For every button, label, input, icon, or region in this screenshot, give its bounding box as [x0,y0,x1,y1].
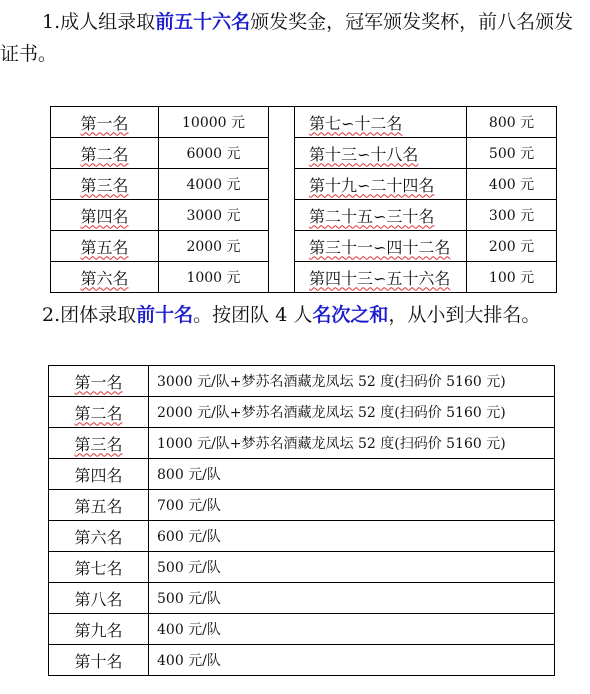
rank-cell: 第三名 [51,169,159,200]
amount-cell: 6000 元 [159,138,269,169]
table-gap [269,107,295,293]
section1-number: 1. [42,11,61,33]
section2-text-post: ，从小到大排名。 [388,304,541,326]
prize-cell: 400 元/队 [149,645,555,676]
table-row [51,107,557,138]
individual-prize-table [50,106,557,293]
table-row [49,583,555,614]
rank-cell: 第六名 [51,262,159,293]
rank-cell: 第三名 [49,428,149,459]
table-row [49,459,555,490]
section2-text-pre: 团体录取 [60,304,137,326]
rank-cell: 第二名 [51,138,159,169]
rank-cell: 第十九∽二十四名 [295,169,467,200]
rank-cell: 第十三∽十八名 [295,138,467,169]
section1-paragraph [0,6,584,70]
rank-cell: 第五名 [49,490,149,521]
amount-cell: 2000 元 [159,231,269,262]
rank-cell: 第四十三∽五十六名 [295,262,467,293]
table-row [49,552,555,583]
table-row [49,366,555,397]
table-row [49,521,555,552]
rank-cell: 第一名 [49,366,149,397]
table-row [51,200,557,231]
section1-highlight: 前五十六名 [155,11,251,33]
table-row [51,231,557,262]
prize-cell: 1000 元/队+梦苏名酒藏龙凤坛 52 度(扫码价 5160 元) [149,428,555,459]
rank-cell: 第四名 [49,459,149,490]
rank-cell: 第六名 [49,521,149,552]
prize-cell: 600 元/队 [149,521,555,552]
amount-cell: 800 元 [467,107,557,138]
rank-cell: 第八名 [49,583,149,614]
table-row [49,397,555,428]
amount-cell: 10000 元 [159,107,269,138]
amount-cell: 100 元 [467,262,557,293]
prize-cell: 2000 元/队+梦苏名酒藏龙凤坛 52 度(扫码价 5160 元) [149,397,555,428]
table-row [51,169,557,200]
rank-cell: 第一名 [51,107,159,138]
amount-cell: 4000 元 [159,169,269,200]
prize-cell: 3000 元/队+梦苏名酒藏龙凤坛 52 度(扫码价 5160 元) [149,366,555,397]
team-prize-table [48,365,555,676]
amount-cell: 300 元 [467,200,557,231]
table-row [49,614,555,645]
amount-cell: 3000 元 [159,200,269,231]
section2-paragraph [0,299,584,331]
section1-text-post: 颁发奖金，冠军颁发奖杯，前八名颁发证书。 [0,11,574,65]
table-row [51,262,557,293]
amount-cell: 1000 元 [159,262,269,293]
section1-text-pre: 成人组录取 [60,11,156,33]
table-row [49,645,555,676]
prize-cell: 500 元/队 [149,552,555,583]
section2-text-mid: 。按团队 4 人 [193,304,313,326]
amount-cell: 500 元 [467,138,557,169]
rank-cell: 第三十一∽四十二名 [295,231,467,262]
rank-cell: 第七名 [49,552,149,583]
prize-cell: 800 元/队 [149,459,555,490]
rank-cell: 第二十五∽三十名 [295,200,467,231]
rank-cell: 第五名 [51,231,159,262]
table-row [49,428,555,459]
rank-cell: 第十名 [49,645,149,676]
rank-cell: 第四名 [51,200,159,231]
prize-cell: 500 元/队 [149,583,555,614]
section2-number: 2. [42,304,61,326]
rank-cell: 第七∽十二名 [295,107,467,138]
table-row [51,138,557,169]
amount-cell: 200 元 [467,231,557,262]
section2-highlight-2: 名次之和 [312,304,389,326]
rank-cell: 第九名 [49,614,149,645]
amount-cell: 400 元 [467,169,557,200]
prize-cell: 400 元/队 [149,614,555,645]
table-row [49,490,555,521]
section2-highlight-1: 前十名 [136,304,194,326]
rank-cell: 第二名 [49,397,149,428]
prize-cell: 700 元/队 [149,490,555,521]
